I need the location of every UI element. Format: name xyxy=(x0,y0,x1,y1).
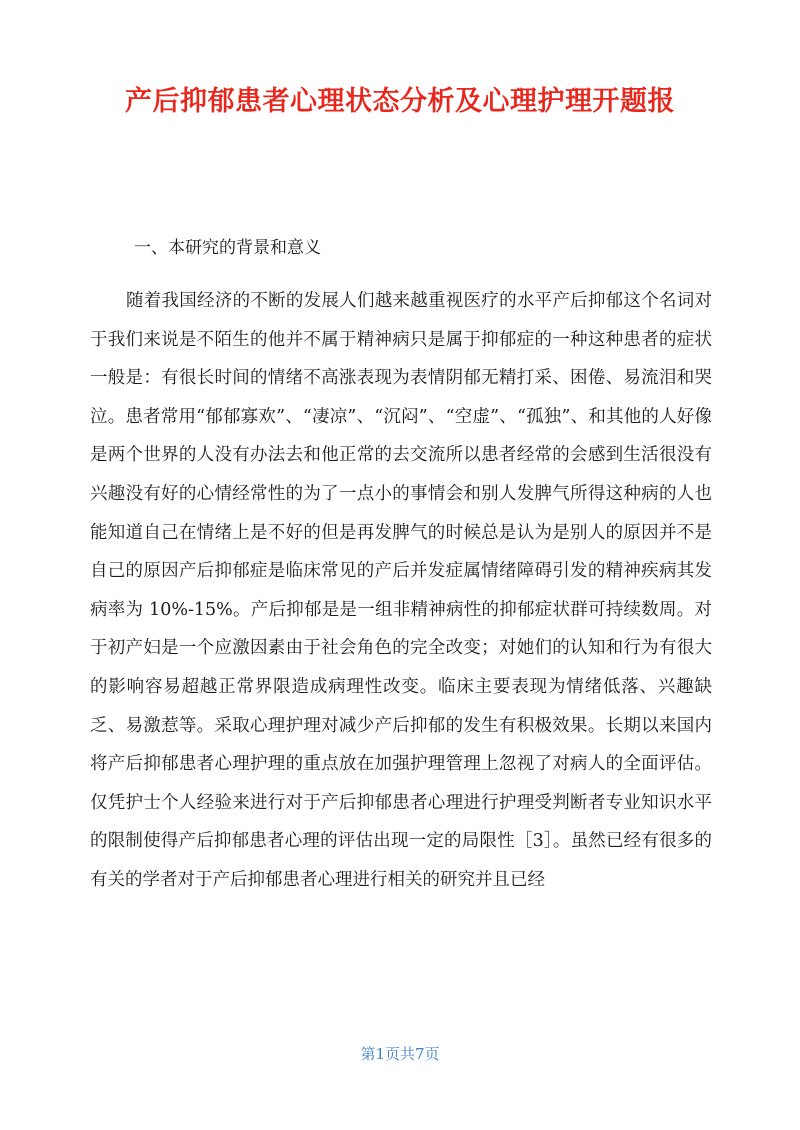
section-heading: 一、本研究的背景和意义 xyxy=(134,238,321,258)
body-paragraph: 随着我国经济的不断的发展人们越来越重视医疗的水平产后抑郁这个名词对于我们来说是不陌生的他并不属于精神病只是属于抑郁症的一种这种患者的症状一般是：有很长时间的情绪不高涨表现为表情阴郁无精打采、困倦、易流泪和哭泣。患者常用“郁郁寡欢”、“凄凉”、“沉闷”、“空虚”、“孤独”、和其他的人好像是两个世界的人没有办法去和他正常的去交流所以患者经常的会感到生活很没有兴趣没有好的心情经常性的为了一点小的事情会和别人发脾气所得这种病的人也能知道自己在情绪上是不好的但是再发脾气的时候总是认为是别人的原因并不是自己的原因产后抑郁症是临床常见的产后并发症属情绪障碍引发的精神疾病其发病率为 10%-15%。产后抑郁是是一组非精神病性的抑郁症状群可持续数周。对于初产妇是一个应激因素由于社会角色的完全改变；对她们的认知和行为有很大的影响容易超越正常界限造成病理性改变。临床主要表现为情绪低落、兴趣缺乏、易激惹等。采取心理护理对减少产后抑郁的发生有积极效果。长期以来国内将产后抑郁患者心理护理的重点放在加强护理管理上忽视了对病人的全面评估。仅凭护士个人经验来进行对于产后抑郁患者心理进行护理受判断者专业知识水平的限制使得产后抑郁患者心理的评估出现一定的局限性［3］。虽然已经有很多的有关的学者对于产后抑郁患者心理进行相关的研究并且已经 xyxy=(90,291,712,890)
document-title: 产后抑郁患者心理状态分析及心理护理开题报 xyxy=(125,86,675,117)
page-number-footer: 第1页共7页 xyxy=(360,1045,440,1063)
